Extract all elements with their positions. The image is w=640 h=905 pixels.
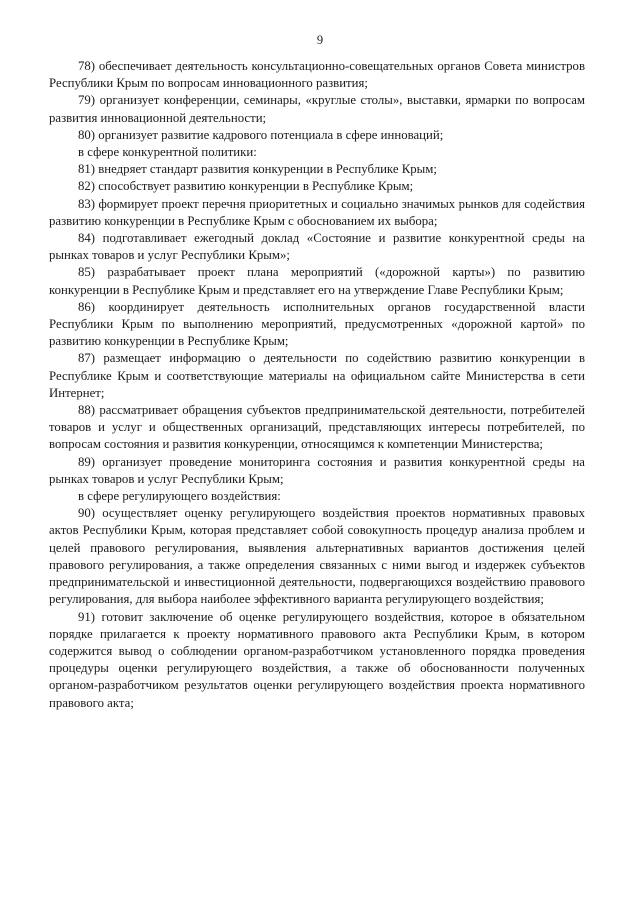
paragraph-85: 85) разрабатывает проект плана мероприятий («дорожной карты») по развитию конкуренции в Республике Крым и представляет его на утверждение Главе Республики Крым; [49, 265, 585, 297]
paragraph-87: 87) размещает информацию о деятельности по содействию развитию конкуренции в Республике Крым и соответствующие материалы на официальном сайте Министерства в сети Интернет; [49, 351, 585, 400]
paragraph-88: 88) рассматривает обращения субъектов предпринимательской деятельности, потребителей товаров и услуг и общественных организаций, представляющих интересы потребителей, по вопросам состояния и развития конкуренции, относящимся к компетенции Министерства; [49, 403, 585, 452]
section-heading-regulatory-impact: в сфере регулирующего воздействия: [78, 489, 281, 504]
paragraph-83: 83) формирует проект перечня приоритетных и социально значимых рынков для содействия развитию конкуренции в Республике Крым с обоснованием их выбора; [49, 196, 585, 228]
page-number: 9 [316, 33, 324, 47]
paragraph-84: 84) подготавливает ежегодный доклад «Состояние и развитие конкурентной среды на рынках товаров и услуг Республики Крым»; [49, 231, 585, 263]
paragraph-78: 78) обеспечивает деятельность консультационно-совещательных органов Совета министров Республики Крым по вопросам инновационного развития; [49, 59, 585, 91]
paragraph-81: 81) внедряет стандарт развития конкуренции в Республике Крым; [78, 162, 437, 177]
paragraph-79: 79) организует конференции, семинары, «круглые столы», выставки, ярмарки по вопросам развития инновационной деятельности; [49, 93, 585, 125]
paragraph-89: 89) организует проведение мониторинга состояния и развития конкурентной среды на рынках товаров и услуг Республики Крым; [49, 454, 585, 486]
paragraph-90: 90) осуществляет оценку регулирующего воздействия проектов нормативных правовых актов Республики Крым, которая представляет собой совокупность процедур анализа проблем и целей правового регулирования, выявления альтернативных вариантов достижения целей правового регулирования, а также определения связанных с ними выгод и издержек субъектов предпринимательской и инвестиционной деятельности, подвергающихся воздействию правового регулирования, для выбора наиболее эффективного варианта регулирующего воздействия; [49, 506, 585, 607]
paragraph-82: 82) способствует развитию конкуренции в Республике Крым; [78, 179, 414, 194]
section-heading-competition-policy: в сфере конкурентной политики: [78, 145, 257, 160]
paragraph-91: 91) готовит заключение об оценке регулирующего воздействия, которое в обязательном порядке прилагается к проекту нормативного правового акта Республики Крым, в котором содержится вывод о соблюдении органом-разработчиком установленного порядка проведения процедуры оценки регулирующего воздействия, а также об обоснованности полученных органом-разработчиком результатов оценки регулирующего воздействия проекта нормативного правового акта; [49, 609, 585, 710]
paragraph-80: 80) организует развитие кадрового потенциала в сфере инноваций; [78, 127, 444, 142]
document-body [49, 58, 585, 712]
paragraph-86: 86) координирует деятельность исполнительных органов государственной власти Республики Крым по выполнению мероприятий, предусмотренных «дорожной картой» по развитию конкуренции в Республике Крым; [49, 299, 585, 349]
